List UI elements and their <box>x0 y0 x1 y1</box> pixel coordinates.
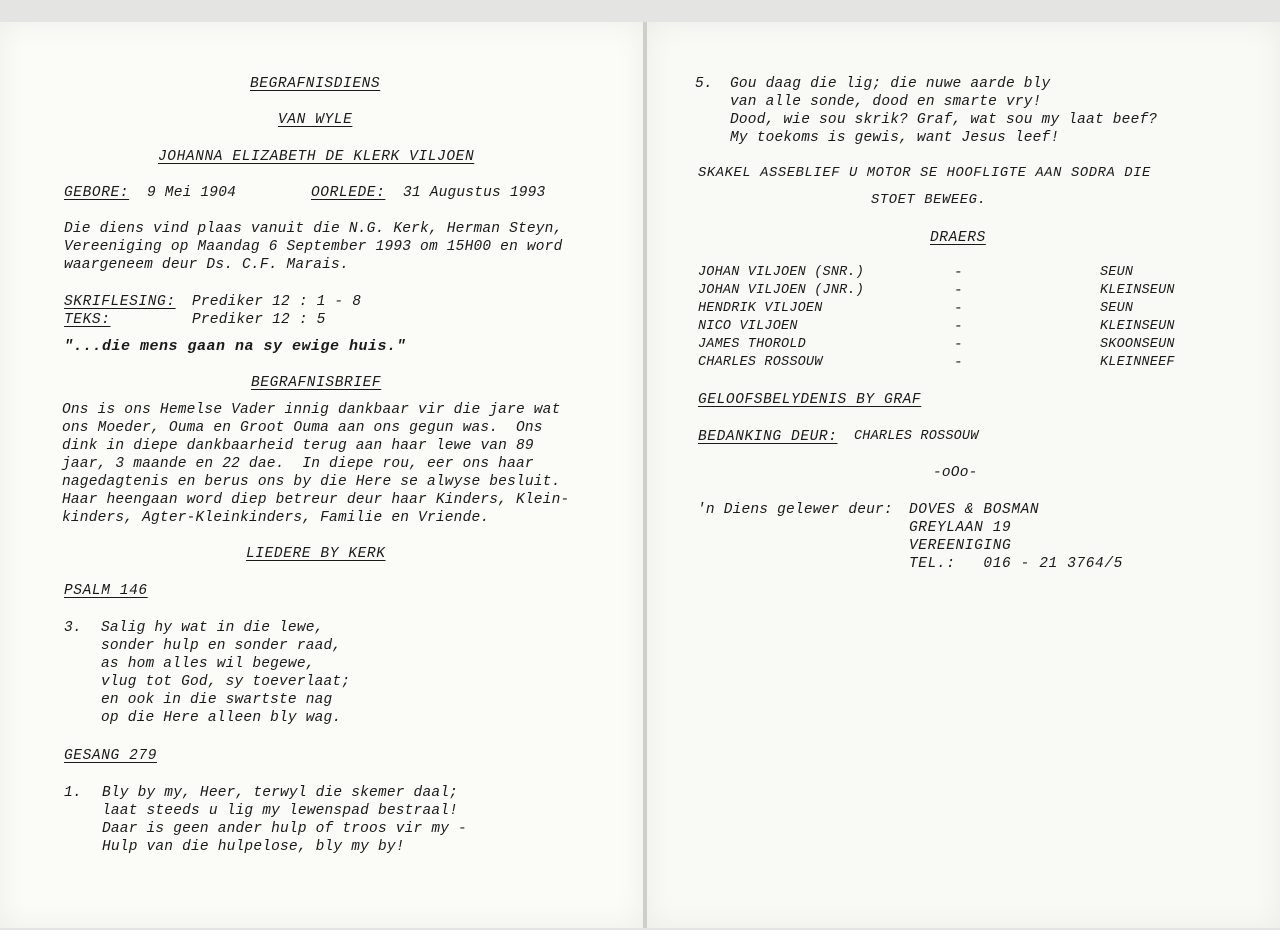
undertaker-line: GREYLAAN 19 <box>909 520 1012 536</box>
hymn-line: Hulp van die hulpelose, bly my by! <box>102 839 405 855</box>
psalm-line: vlug tot God, sy toeverlaat; <box>101 674 351 690</box>
psalm-line: Salig hy wat in die lewe, <box>101 620 324 636</box>
bearer-relation: KLEINSEUN <box>1100 283 1175 298</box>
deceased-name: JOHANNA ELIZABETH DE KLERK VILJOEN <box>158 149 475 165</box>
bearer-dash: - <box>954 355 963 371</box>
psalm-line: op die Here alleen bly wag. <box>101 710 342 726</box>
bearer-dash: - <box>954 301 963 317</box>
text-label: TEKS: <box>64 312 111 328</box>
letter-line: jaar, 3 maande en 22 dae. In diepe rou, eer ons haar <box>62 456 534 472</box>
headlights-notice: SKAKEL ASSEBLIEF U MOTOR SE HOOFLIGTE AAN SODRA DIE <box>698 166 1151 181</box>
service-title: BEGRAFNISDIENS <box>250 76 381 92</box>
bearer-name: JAMES THOROLD <box>698 337 806 352</box>
service-subtitle: VAN WYLE <box>278 112 353 128</box>
thanks-name: CHARLES ROSSOUW <box>854 429 979 444</box>
bearer-relation: KLEINSEUN <box>1100 319 1175 334</box>
verse-line: My toekoms is gewis, want Jesus leef! <box>730 130 1060 146</box>
born-label: GEBORE: <box>64 185 130 201</box>
reading-ref: Prediker 12 : 1 - 8 <box>192 294 362 310</box>
verse-line: Dood, wie sou skrik? Graf, wat sou my laat beef? <box>730 112 1158 128</box>
service-line: Vereeniging op Maandag 6 September 1993 om 15H00 en word <box>64 239 563 255</box>
bearers-heading: DRAERS <box>930 230 986 246</box>
bearer-name: NICO VILJOEN <box>698 319 798 334</box>
service-line: waargeneem deur Ds. C.F. Marais. <box>64 257 349 273</box>
hymn-verse-number: 1. <box>64 785 82 801</box>
letter-line: Haar heengaan word diep betreur deur haar Kinders, Klein- <box>62 492 570 508</box>
born-date: 9 Mei 1904 <box>147 185 237 201</box>
died-label: OORLEDE: <box>311 185 386 201</box>
hymn-heading: GESANG 279 <box>64 748 158 764</box>
psalm-line: en ook in die swartste nag <box>101 692 333 708</box>
letter-line: kinders, Agter-Kleinkinders, Familie en Vriende. <box>62 510 490 526</box>
psalm-verse-number: 3. <box>64 620 82 636</box>
undertaker-phone: TEL.: 016 - 21 3764/5 <box>909 556 1123 572</box>
scripture-quote: "...die mens gaan na sy ewige huis." <box>64 338 407 355</box>
thanks-label: BEDANKING DEUR: <box>698 429 838 445</box>
hymn-line: Daar is geen ander hulp of troos vir my - <box>102 821 467 837</box>
letter-line: nagedagtenis en berus ons by die Here se alwyse besluit. <box>62 474 561 490</box>
text-ref: Prediker 12 : 5 <box>192 312 326 328</box>
letter-line: dink in diepe dankbaarheid terug aan haar lewe van 89 <box>62 438 534 454</box>
service-by-label: 'n Diens gelewer deur: <box>697 502 893 518</box>
verse-line: van alle sonde, dood en smarte vry! <box>730 94 1042 110</box>
verse-number: 5. <box>695 76 713 92</box>
bearer-dash: - <box>954 337 963 353</box>
bearer-name: JOHAN VILJOEN (JNR.) <box>698 283 865 298</box>
reading-label: SKRIFLESING: <box>64 294 176 310</box>
hymn-line: laat steeds u lig my lewenspad bestraal! <box>102 803 459 819</box>
service-line: Die diens vind plaas vanuit die N.G. Kerk, Herman Steyn, <box>64 221 563 237</box>
letter-heading: BEGRAFNISBRIEF <box>251 375 382 391</box>
undertaker-line: VEREENIGING <box>909 538 1012 554</box>
bearer-relation: SKOONSEUN <box>1100 337 1175 352</box>
bearer-name: HENDRIK VILJOEN <box>698 301 823 316</box>
letter-line: Ons is ons Hemelse Vader innig dankbaar vir die jare wat <box>62 402 561 418</box>
bearer-dash: - <box>954 319 963 335</box>
died-date: 31 Augustus 1993 <box>403 185 546 201</box>
hymn-line: Bly by my, Heer, terwyl die skemer daal; <box>102 785 459 801</box>
bearer-relation: KLEINNEEF <box>1100 355 1175 370</box>
creed-heading: GELOOFSBELYDENIS BY GRAF <box>698 392 922 408</box>
verse-line: Gou daag die lig; die nuwe aarde bly <box>730 76 1051 92</box>
undertaker-line: DOVES & BOSMAN <box>909 502 1040 518</box>
bearer-relation: SEUN <box>1100 301 1134 316</box>
bearer-dash: - <box>954 265 963 281</box>
bearer-relation: SEUN <box>1100 265 1134 280</box>
bearer-name: JOHAN VILJOEN (SNR.) <box>698 265 865 280</box>
letter-line: ons Moeder, Ouma en Groot Ouma aan ons gegun was. Ons <box>62 420 543 436</box>
bearer-dash: - <box>954 283 963 299</box>
psalm-line: sonder hulp en sonder raad, <box>101 638 342 654</box>
psalm-heading: PSALM 146 <box>64 583 148 599</box>
bearer-name: CHARLES ROSSOUW <box>698 355 823 370</box>
psalm-line: as hom alles wil begewe, <box>101 656 315 672</box>
separator: -oOo- <box>933 465 978 481</box>
songs-heading: LIEDERE BY KERK <box>246 546 386 562</box>
headlights-notice-cont: STOET BEWEEG. <box>871 193 987 208</box>
